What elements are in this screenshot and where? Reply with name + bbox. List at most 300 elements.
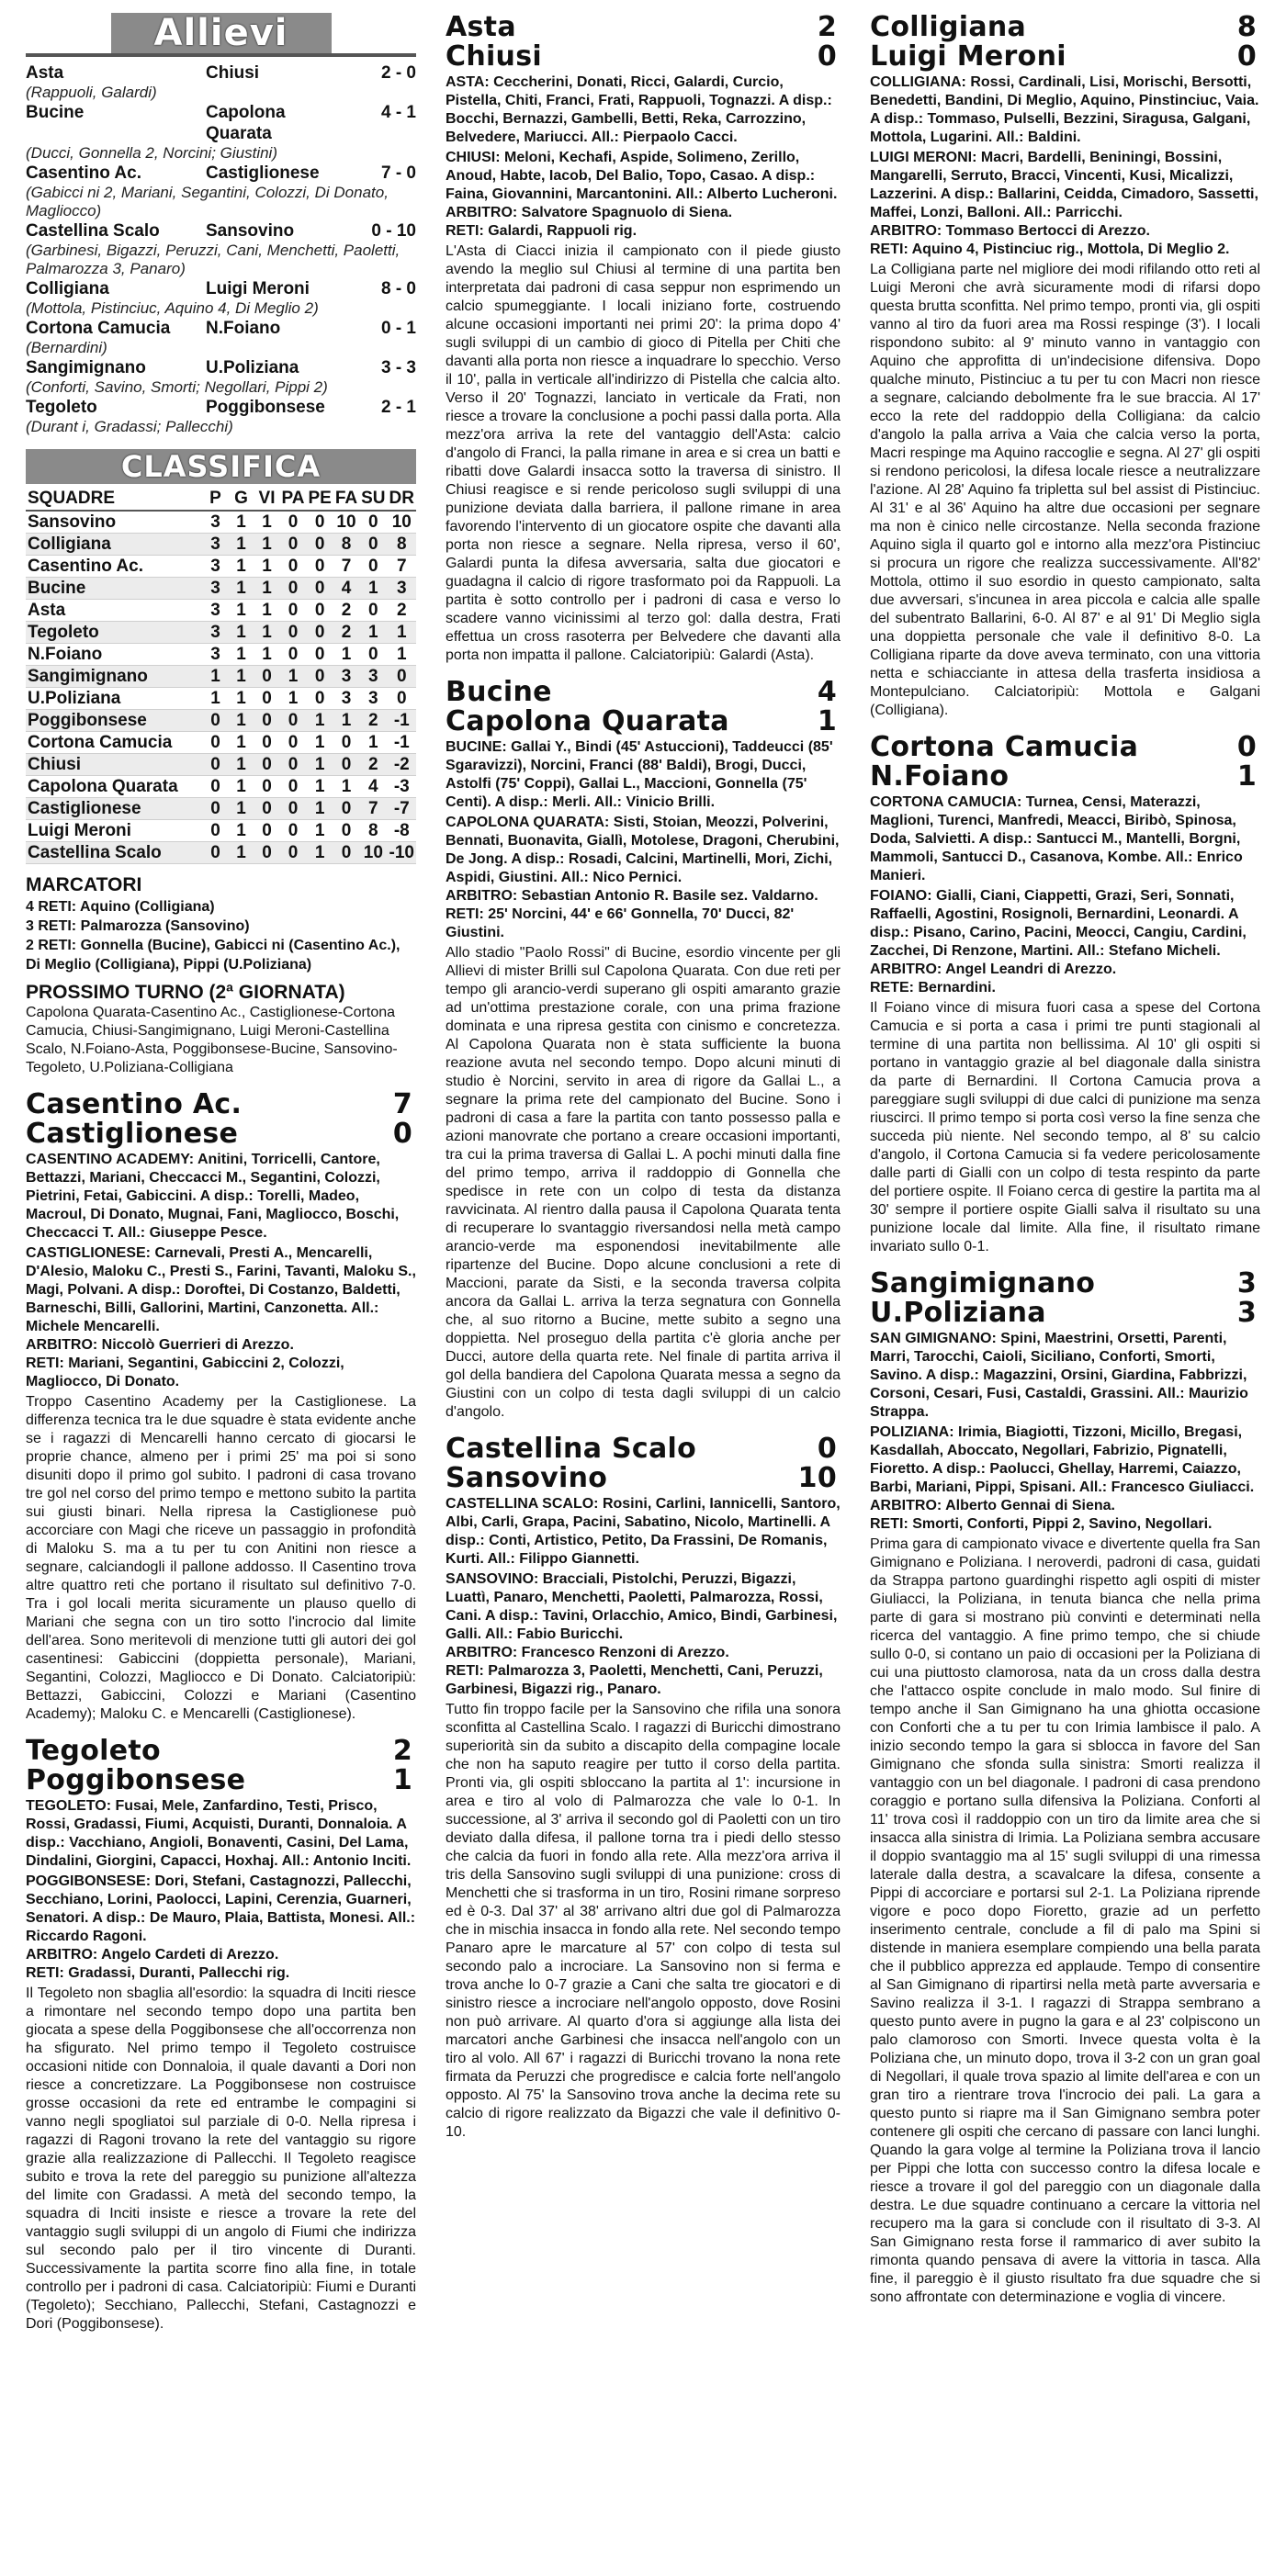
standings-cell: Colligiana	[26, 534, 203, 556]
result-score: 0 - 1	[380, 319, 416, 338]
result-row	[26, 102, 416, 144]
standings-cell: 3	[203, 511, 229, 534]
standings-cell: 0	[359, 534, 387, 556]
result-scorers-note: (Conforti, Savino, Smorti; Negollari, Pippi 2)	[26, 378, 328, 396]
standings-row	[26, 688, 416, 710]
goals: RETI: Palmarozza 3, Paoletti, Menchetti, Cani, Peruzzi, Garbinesi, Bigazzi rig., Panaro.	[446, 1663, 823, 1697]
goals: RETI: Aquino 4, Pistinciuc rig., Mottola, Di Meglio 2.	[870, 242, 1230, 257]
result-scorers-note: (Gabicci ni 2, Mariani, Segantini, Colozzi, Di Donato, Magliocco)	[26, 184, 389, 219]
standings-cell: 7	[388, 556, 416, 578]
result-score: 8 - 0	[380, 279, 416, 298]
standings-cell: 3	[203, 556, 229, 578]
standings-cell: 8	[388, 534, 416, 556]
standings-cell: 0	[254, 842, 280, 864]
match-away-line	[446, 707, 841, 737]
match-report	[870, 733, 1260, 1256]
standings-cell: 4	[359, 776, 387, 798]
match-home-line	[446, 678, 841, 707]
standings-header-cell: DR	[388, 488, 416, 511]
standings-cell: 0	[254, 666, 280, 688]
report-text: Tutto fin troppo facile per la Sansovino che rifila una sonora sconfitta al Castellina Scalo. I ragazzi di Buricchi dimostrano superiorità sin da subito a discapito della compagine locale che non ha saputo reagire per tutto il corso della partita. Pronti via, gli ospiti sbloccano la partita al 1': incursione in area e tiro al volo di Palmarozza che vale lo 0-1. In successione, al 3' arriva il secondo gol di Paoletti con un tiro deviato dalla difesa, il pallone torna tra i piedi dello stesso che calcia da fuori in fondo alla rete. Alla mezz'ora arriva il tris della Sansovino sugli sviluppi di una punizione: cross di Menchetti che si trasforma in un tiro, Rosini rimane sorpreso ed è 0-3. Dal 37' al 38' arrivano altri due gol di Palmarozza che in mischia insacca in fondo alla rete. Nel secondo tempo Panaro apre le marcature al 57' con colpo di testa sul secondo palo a incrociare. La Sansovino non si ferma e trova anche lo 0-7 grazie a Cani che salta tre giocatori e di sinistro riesce a incrociare nell'angolo opposto, dove Rosini non può arrivare. Al quarto d'ora si aggiunge alla lista dei marcatori anche Garbinesi che insacca nell'angolo con un tiro al volo. All 67' i ragazzi di Buricchi trovano la nona rete firmata da Peruzzi che progredisce e calcia forte nell'angolo opposto. Al 75' la Sansovino trova anche la decima rete su calcio di rigore realizzato da Bigazzi che vale il definitivo 0-10.	[446, 1702, 841, 2140]
match-home-line	[26, 1737, 416, 1766]
standings-header-cell: SQUADRE	[26, 488, 203, 511]
standings-cell: 0	[203, 732, 229, 754]
referee: ARBITRO: Sebastian Antonio R. Basile sez. Valdarno.	[446, 888, 818, 904]
lineup-home: CORTONA CAMUCIA: Turnea, Censi, Materazzi, Maglioni, Turenci, Manfredi, Meacci, Biribò, Spinosa, Doda, Salvietti. A disp.: Santucci M., Mantelli, Borgni, Mammoli, Santucci D., Casanova, Kombe. All.: Enrico Manieri.	[870, 794, 1243, 883]
standings-cell: 0	[388, 688, 416, 710]
standings-cell: 1	[229, 798, 254, 820]
lineup-away: SANSOVINO: Bracciali, Pistolchi, Peruzzi, Bigazzi, Luattì, Panaro, Menchetti, Paoletti, Palmarozza, Rossi, Cani. A disp.: Tavini, Orlacchio, Amico, Bindi, Garbinesi, Galli. All.: Fabio Buricchi.	[446, 1571, 838, 1642]
standings-row	[26, 754, 416, 776]
lineup-home: CASENTINO ACADEMY: Anitini, Torricelli, Cantore, Bettazzi, Mariani, Checcacci M., Segantini, Colozzi, Pietrini, Fetai, Gabiccini. A disp.: Torelli, Madeo, Macroul, Di Donato, Mugnai, Fani, Magliocco, Boschi, Checcacci T. All.: Giuseppe Pesce.	[26, 1152, 400, 1241]
standings-row	[26, 534, 416, 556]
standings-cell: 1	[280, 666, 307, 688]
standings-cell: 8	[333, 534, 359, 556]
standings-cell: 3	[203, 600, 229, 622]
match-away-team: Castiglionese	[26, 1118, 239, 1150]
result-home-team: Bucine	[26, 103, 85, 122]
lineup-away: CHIUSI: Meloni, Kechafi, Aspide, Solimeno, Zerillo, Anoud, Habte, Iacob, Del Balio, Topo, Casao. A disp.: Faina, Giovannini, Marcantonini. All.: Alberto Lucheroni.	[446, 150, 838, 202]
result-row	[26, 278, 416, 299]
column-1	[26, 9, 416, 2567]
report-text: Prima gara di campionato vivace e divertente quella fra San Gimignano e Poliziana. I neroverdi, padroni di casa, guidati da Strappa partono guardinghi rispetto agli ospiti di mister Giuliacci, la Poliziana, in tenuta bianca che nella prima parte di gara si mostrano più convinti e determinati nella ricerca del vantaggio. A fine primo tempo, che si chiude sullo 0-0, si contano un paio di occasioni per la Poliziana di cui una piuttosto clamorosa, nata da un cross dalla destra che l'attacco ospite conclude in malo modo. Sul finire di tempo anche il San Gimignano ha una ghiotta occasione con Conforti che a tu per tu con Irimia lambisce il palo. A inizio secondo tempo la gara si sblocca in favore del San Gimignano che sfonda sulla sinistra: Smorti realizza il vantaggio con un bel diagonale. I padroni di casa prendono coraggio e portano sulla difensiva la Poliziana. Conforti al 11' trova così il raddoppio con un tiro da limite area che si insacca alla sinistra di Irimia. La Poliziana sembra accusare il doppio svantaggio ma al 15' sugli sviluppi di una rimessa laterale dalla destra, a scavalcare la difesa, consente a Pippi di accorciare e portarsi sul 2-1. La Poliziana riprende vigore e poco dopo Fioretto, grazie ad un perfetto inserimento centrale, conclude a fil di palo ma Spini si distende in maniera esemplare compiendo una bella parata che il pubblico apprezza ed applaude. Tempo di consentire al San Gimignano di ripartirsi nella metà parte avversaria e Savino realizza il 3-1. I ragazzi di Strappa sembrano a questo punto avere in pugno la gara e al 23' colpiscono un palo clamoroso con Smorti. Invece questa volta è la Poliziana che, un minuto dopo, trova il 3-2 con un gran goal di Negollari, il quale trova spazio al limite dell'area e con un gran tiro a rientrare trova l'incrocio dei pali. La gara a questo punto si riapre ma il San Gimignano sembra poter contenere gli ospiti che cercano di passare con lanci lunghi. Quando la gara volge al termine la Poliziana trova il lancio per Pippi che lotta con successo contro la difesa locale e riesce a trovare il gol del pareggio con un diagonale dalla destra. Le due squadre continuano a cercare la vittoria nel recupero ma la gara si conclude con il risultato di 3-3. Al San Gimignano resta forse il rammarico di aver subito la rimonta quando pensava di avere la vittoria in tasca. Alla fine, il pareggio è il giusto risultato fra due squadre che si sono affrontate con determinazione e voglia di vincere.	[870, 1536, 1260, 2305]
lineup-home: ASTA: Ceccherini, Donati, Ricci, Galardi, Curcio, Pistella, Chiti, Franci, Frati, Rappuoli, Tognazzi. A disp.: Bocchi, Bernazzi, Gambelli, Betti, Reka, Carrozzino, Belvedere, Mariucci. All.: Pierpaolo Cacci.	[446, 74, 832, 145]
standings-cell: Sangimignano	[26, 666, 203, 688]
standings-cell: 3	[388, 578, 416, 600]
goals: RETI: Gradassi, Duranti, Pallecchi rig.	[26, 1965, 290, 1981]
standings-cell: 1	[229, 578, 254, 600]
standings-cell: 1	[229, 732, 254, 754]
standings-cell: 1	[254, 534, 280, 556]
standings-cell: Castellina Scalo	[26, 842, 203, 864]
match-away-score: 1	[1236, 760, 1257, 793]
result-home-team: Castellina Scalo	[26, 221, 160, 241]
standings-row	[26, 732, 416, 754]
standings-cell: 1	[229, 534, 254, 556]
standings-cell: 1	[359, 732, 387, 754]
standings-cell: 0	[280, 511, 307, 534]
result-away-team: Poggibonsese	[206, 398, 325, 417]
standings-cell: 1	[333, 710, 359, 732]
standings-cell: 0	[280, 578, 307, 600]
standings-header-cell: FA	[333, 488, 359, 511]
standings-cell: 1	[306, 798, 333, 820]
result-away-team: Capolona Quarata	[206, 103, 286, 143]
lineup-home: TEGOLETO: Fusai, Mele, Zanfardino, Testi, Prisco, Rossi, Gradassi, Fiumi, Acquisti, Duranti, Donnaloia. A disp.: Vacchiano, Angioli, Bonaventi, Casini, Del Lama, Dindalini, Giorgini, Capacci, Hoxhaj. All.: Antonio Inciti.	[26, 1798, 412, 1869]
match-home-score: 4	[817, 676, 837, 708]
match-away-score: 0	[1236, 40, 1257, 73]
standings-cell: 1	[229, 511, 254, 534]
match-away-score: 0	[392, 1118, 412, 1150]
match-home-score: 0	[817, 1433, 837, 1465]
standings-table	[26, 488, 416, 864]
standings-cell: 0	[203, 798, 229, 820]
standings-cell: 4	[333, 578, 359, 600]
standings-header-cell: SU	[359, 488, 387, 511]
lineup-away: CASTIGLIONESE: Carnevali, Presti A., Mencarelli, D'Alesio, Maloku C., Presti S., Farini, Tavanti, Maloku S., Magi, Polvani. A disp.: Doroftei, Di Costanzo, Baldetti, Barneschi, Billi, Gallorini, Martini, Canzonetta. All.: Michele Mencarelli.	[26, 1245, 416, 1334]
result-away-team: N.Foiano	[206, 319, 281, 338]
standings-cell: 0	[280, 776, 307, 798]
match-home-team: Colligiana	[870, 11, 1027, 43]
lineup-away: CAPOLONA QUARATA: Sisti, Stoian, Meozzi, Polverini, Bennati, Buonavita, Giallì, Motolese, Dragoni, Cherubini, De Jong. A disp.: Rosadi, Calcini, Martinelli, Mori, Zichi, Aspidi, Giustini. All.: Nico Pernici.	[446, 815, 840, 885]
match-away-score: 1	[392, 1764, 412, 1796]
standings-cell: 0	[254, 798, 280, 820]
match-report	[870, 1269, 1260, 2307]
result-score: 0 - 10	[371, 221, 416, 241]
match-away-score: 3	[1236, 1297, 1257, 1329]
standings-cell: 1	[333, 776, 359, 798]
match-away-line	[446, 1464, 841, 1493]
standings-row	[26, 600, 416, 622]
standings-cell: 0	[306, 600, 333, 622]
standings-cell: 3	[333, 666, 359, 688]
referee: ARBITRO: Alberto Gennai di Siena.	[870, 1498, 1115, 1513]
report-text: Il Tegoleto non sbaglia all'esordio: la squadra di Inciti riesce a rimontare nel secondo tempo dopo una partita ben giocata a spese della Poggibonsese che all'occorrenza non ha sfigurato. Nel primo tempo il Tegoleto costruisce occasioni nitide con Donnaloia, il quale davanti a Dori non riesce a concretizzare. La Poggibonsese non costruisce grosse occasioni da rete ed entrambe le compagini si vanno negli spogliatoi sul parziale di 0-0. Nella ripresa i ragazzi di Ragoni trovano la rete del vantaggio su rigore grazie alla realizzazione di Pallecchi. Il Tegoleto reagisce subito e trova la rete del pareggio su punizione all'altezza del limite con Gradassi. A metà del secondo tempo, la squadra di Inciti insiste e riesce a trovare la rete del vantaggio sugli sviluppi di un angolo di Fiumi che indirizza sul secondo palo per il tiro vincente di Duranti. Successivamente la partita scorre fino alla fine, in totale controllo per i padroni di casa. Calciatoripiù: Fiumi e Duranti (Tegoleto); Secchiano, Pallecchi, Stefani, Castagnozzi e Dori (Poggibonsese).	[26, 1985, 416, 2332]
match-away-team: Poggibonsese	[26, 1764, 246, 1796]
match-away-line	[870, 762, 1260, 792]
standings-cell: 0	[280, 842, 307, 864]
standings-cell: 0	[359, 600, 387, 622]
match-away-line	[870, 42, 1260, 72]
results-list	[26, 62, 416, 436]
standings-cell: 1	[229, 644, 254, 666]
standings-cell: 0	[306, 688, 333, 710]
marcatori-entry: 4 RETI: Aquino (Colligiana)	[26, 899, 215, 915]
standings-cell: 0	[254, 820, 280, 842]
result-scorers-note: (Ducci, Gonnella 2, Norcini; Giustini)	[26, 144, 277, 162]
standings-cell: 1	[229, 754, 254, 776]
match-away-team: U.Poliziana	[870, 1297, 1046, 1329]
standings-cell: 10	[333, 511, 359, 534]
standings-cell: 0	[280, 754, 307, 776]
standings-cell: -3	[388, 776, 416, 798]
result-away-team: Castiglionese	[206, 163, 320, 183]
report-text: Troppo Casentino Academy per la Castiglionese. La differenza tecnica tra le due squadre è stata evidente anche se i ragazzi di Mencarelli hanno cercato di giocarsi le proprie chance, almeno per i primi 25' ma poi si sono disuniti dopo il primo gol subito. I padroni di casa trovano tre gol nel corso del primo tempo e mettono subito la partita sui giusti binari. Nella ripresa la Castiglionese può accorciare con Magi che riceve un passaggio in profondità di Maloku S. ma a tu per tu con Anitini non riesce a segnare, calciandogli il pallone addosso. Il Casentino trova altre quattro reti che portano il risultato sul definitivo 7-0. Tra i gol locali merita sicuramente un plauso quello di Mariani che segna con un tiro sotto l'incrocio dal limite dell'area. Sono meritevoli di menzione tutti gli autori dei gol casentinesi: Gabiccini (doppietta personale), Mariani, Segantini, Colozzi, Magliocco e Di Donato. Calciatoripiù: Bettazzi, Gabiccini, Colozzi e Mariani (Casentino Academy); Maloku C. e Mencarelli (Castiglionese).	[26, 1394, 416, 1722]
standings-cell: 1	[229, 820, 254, 842]
standings-cell: Tegoleto	[26, 622, 203, 644]
result-row	[26, 163, 416, 184]
match-away-score: 10	[797, 1462, 837, 1494]
match-home-team: Casentino Ac.	[26, 1088, 243, 1120]
match-home-team: Sangimignano	[870, 1267, 1096, 1299]
standings-cell: 1	[229, 556, 254, 578]
standings-cell: 0	[306, 556, 333, 578]
lineup-home: CASTELLINA SCALO: Rosini, Carlini, Iannicelli, Santoro, Albi, Carli, Grapa, Pacini, Sabatino, Nicolo, Martinelli. A disp.: Conti, Artistico, Petito, Da Frassini, De Romanis, Kurti. All.: Filippo Giannetti.	[446, 1496, 841, 1567]
column-3	[870, 9, 1260, 2567]
standings-cell: Cortona Camucia	[26, 732, 203, 754]
standings-cell: 8	[359, 820, 387, 842]
standings-cell: 1	[254, 644, 280, 666]
report-text: Allo stadio "Paolo Rossi" di Bucine, esordio vincente per gli Allievi di mister Brilli sul Capolona Quarata. Con due reti per tempo gli arancio-verdi superano gli ospiti amaranto grazie ad un'ottima prestazione corale, con una prima frazione dominata e una ripresa gestita con cinismo e concretezza. Al Capolona Quarata non è stata sufficiente la buona reazione avuta nel secondo tempo. Dopo alcuni minuti di studio è Norcini, servito in area di rigore da Gallai L., a segnare la prima rete del campionato del Bucine. Sono i padroni di casa a fare la partita con tanto possesso palla e azioni manovrate che portano a creare occasioni importanti, tra cui la prima traversa di Gallai L. A pochi minuti dalla fine del primo tempo, arriva il raddoppio di Gonnella che spedisce in rete con un colpo di testa da distanza ravvicinata. Al rientro dalla pausa il Capolona Quarata tenta di recuperare lo svantaggio riversandosi nella metà campo arancio-verde ma esponendosi inevitabilmente alle ripartenze del Bucine. Dopo alcune conclusioni a rete di Maccioni, parate da Sisti, e la seconda traversa colpita ancora da Gallai L. arriva la terza segnatura con Gonnella che, al suo ritorno a Bucine, mette subito a segno una doppietta. Nel proseguo della partita c'è gloria anche per Ducci, autore della quarta rete. Nel finale di partita arriva il gol della bandiera del Capolona Quarata messa a segno da Giustini con un colpo di testa dagli sviluppi di un calcio d'angolo.	[446, 945, 841, 1420]
standings-cell: 7	[333, 556, 359, 578]
standings-cell: 7	[359, 798, 387, 820]
standings-cell: 0	[333, 842, 359, 864]
standings-cell: 0	[333, 754, 359, 776]
standings-header-cell: VI	[254, 488, 280, 511]
standings-header-row	[26, 488, 416, 511]
goals: RETI: Smorti, Conforti, Pippi 2, Savino, Negollari.	[870, 1516, 1213, 1532]
goals: RETE: Bernardini.	[870, 980, 996, 996]
standings-cell: 0	[359, 644, 387, 666]
standings-cell: 0	[254, 754, 280, 776]
match-home-score: 8	[1236, 11, 1257, 43]
match-report	[870, 13, 1260, 720]
standings-header-cell: G	[229, 488, 254, 511]
standings-cell: 10	[388, 511, 416, 534]
standings-row	[26, 666, 416, 688]
result-score: 2 - 1	[380, 398, 416, 417]
result-away-team: Chiusi	[206, 63, 260, 83]
standings-cell: 2	[388, 600, 416, 622]
section-title-allievi: Allievi	[111, 13, 332, 53]
match-away-line	[26, 1766, 416, 1795]
standings-cell: Castiglionese	[26, 798, 203, 820]
standings-cell: 0	[333, 820, 359, 842]
standings-cell: 1	[306, 842, 333, 864]
match-home-score: 7	[392, 1088, 412, 1120]
match-home-team: Tegoleto	[26, 1735, 161, 1767]
match-report	[26, 1090, 416, 1724]
result-away-team: Sansovino	[206, 221, 295, 241]
standings-cell: U.Poliziana	[26, 688, 203, 710]
standings-cell: 0	[203, 820, 229, 842]
result-row	[26, 220, 416, 242]
marcatori-entry: 2 RETI: Gonnella (Bucine), Gabicci ni (Casentino Ac.), Di Meglio (Colligiana), Pippi (U.Poliziana)	[26, 938, 401, 973]
standings-cell: 3	[203, 644, 229, 666]
standings-cell: 0	[280, 820, 307, 842]
standings-cell: 3	[359, 688, 387, 710]
standings-cell: 1	[229, 666, 254, 688]
standings-cell: 0	[359, 556, 387, 578]
standings-cell: 0	[306, 578, 333, 600]
standings-cell: 0	[280, 644, 307, 666]
standings-cell: 1	[229, 710, 254, 732]
standings-cell: 0	[359, 511, 387, 534]
standings-cell: 1	[359, 578, 387, 600]
standings-cell: 0	[203, 754, 229, 776]
standings-cell: 10	[359, 842, 387, 864]
match-away-line	[446, 42, 841, 72]
match-home-score: 2	[817, 11, 837, 43]
standings-cell: 2	[333, 622, 359, 644]
standings-cell: 1	[306, 776, 333, 798]
lineup-away: LUIGI MERONI: Macri, Bardelli, Beniningi, Bossini, Mangarelli, Serruto, Bracci, Vincenti, Kusi, Micalizzi, Lazzerini. A disp.: Ballarini, Ceidda, Cimadoro, Sassetti, Maffei, Lonzi, Balloni. All.: Parricchi.	[870, 150, 1258, 220]
standings-cell: 1	[388, 622, 416, 644]
standings-cell: 0	[254, 732, 280, 754]
next-round-title: PROSSIMO TURNO (2ª GIORNATA)	[26, 982, 345, 1003]
standings-cell: Casentino Ac.	[26, 556, 203, 578]
standings-cell: 1	[229, 600, 254, 622]
standings-cell: 2	[359, 754, 387, 776]
result-score: 7 - 0	[380, 163, 416, 183]
match-home-line	[446, 13, 841, 42]
standings-header-cell: P	[203, 488, 229, 511]
standings-cell: 0	[306, 511, 333, 534]
result-home-team: Asta	[26, 63, 64, 83]
standings-cell: 1	[254, 511, 280, 534]
result-score: 3 - 3	[380, 358, 416, 377]
standings-cell: -1	[388, 710, 416, 732]
standings-cell: 0	[254, 688, 280, 710]
standings-cell: 0	[254, 710, 280, 732]
referee: ARBITRO: Francesco Renzoni di Arezzo.	[446, 1645, 729, 1660]
standings-cell: 1	[254, 578, 280, 600]
standings-cell: 1	[229, 688, 254, 710]
match-home-score: 0	[1236, 731, 1257, 763]
match-report	[446, 1434, 841, 2142]
standings-cell: 1	[306, 732, 333, 754]
match-away-score: 0	[817, 40, 837, 73]
result-scorers-note: (Mottola, Pistinciuc, Aquino 4, Di Meglio 2)	[26, 299, 319, 317]
result-score: 4 - 1	[380, 103, 416, 122]
match-away-team: Sansovino	[446, 1462, 608, 1494]
standings-cell: 1	[229, 842, 254, 864]
standings-cell: 0	[333, 732, 359, 754]
marcatori-entry: 3 RETI: Palmarozza (Sansovino)	[26, 918, 250, 934]
match-away-score: 1	[817, 705, 837, 737]
standings-cell: Asta	[26, 600, 203, 622]
match-away-team: N.Foiano	[870, 760, 1010, 793]
standings-cell: 0	[333, 798, 359, 820]
result-row	[26, 397, 416, 418]
standings-cell: 0	[388, 666, 416, 688]
match-report	[446, 13, 841, 665]
standings-cell: 1	[306, 754, 333, 776]
standings-row	[26, 578, 416, 600]
standings-cell: 1	[254, 622, 280, 644]
standings-cell: 1	[254, 600, 280, 622]
lineup-away: FOIANO: Gialli, Ciani, Ciappetti, Grazi, Seri, Sonnati, Raffaelli, Agostini, Rosignoli, Bernardini, Leonardi. A disp.: Pisano, Carino, Pacini, Meocci, Cangiu, Cardini, Zacchei, Di Renzone, Martini. All.: Stefano Micheli.	[870, 888, 1247, 959]
standings-cell: 1	[229, 622, 254, 644]
standings-cell: 1	[280, 688, 307, 710]
match-home-score: 3	[1236, 1267, 1257, 1299]
match-home-team: Bucine	[446, 676, 552, 708]
report-text: La Colligiana parte nel migliore dei modi rifilando otto reti al Luigi Meroni che avrà sicuramente modi di rifarsi dopo questa brutta sconfitta. Nel primo tempo, pronti via, gli ospiti vanno al tiro da fuori area ma Rossi respinge (3'). I locali rispondono subito: al 9' minuto vanno in vantaggio con Aquino che approfitta di un'indecisione difensiva. Dopo qualche minuto, Pistinciuc a tu per tu con Macri non riesce a segnare, calciando debolmente fra le sue braccia. Al 17' ecco la rete del raddoppio della Colligiana: da calcio d'angolo la palla arriva a Vaia che calcia verso la porta, Macri respinge ma Aquino raccoglie e segna. Al 27' gli ospiti si rendono pericolosi, la difesa locale riesce a neutralizzare l'azione. Al 28' Aquino fa tripletta sul bel assist di Pistinciuc. Al 31' e al 36' Aquino ha altre due occasioni per segnare ma non è cinico nelle circostanze. Nella seconda frazione Aquino sigla il quarto gol e intorno alla mezz'ora Pistinciuc si procura un rigore che realizza successivamente. All'82' Mottola, ottimo il suo esordio in questo campionato, salta due avversari, s'incunea in area piccola e calcia alle spalle del subentrato Ballarini, 6-0. Al 87' e al 91' Di Meglio sigla una doppietta personale che vale il definitivo 8-0. La Colligiana riparte da dove aveva terminato, con una vittoria netta e schiacciante in attesa della trasferta insidiosa a Montepulciano. Calciatoripiù: Mottola e Galgani (Colligiana).	[870, 262, 1260, 718]
standings-cell: Chiusi	[26, 754, 203, 776]
referee: ARBITRO: Angelo Cardeti di Arezzo.	[26, 1947, 279, 1963]
standings-cell: 3	[203, 578, 229, 600]
match-home-score: 2	[392, 1735, 412, 1767]
result-row	[26, 357, 416, 378]
standings-cell: -2	[388, 754, 416, 776]
standings-cell: 0	[280, 534, 307, 556]
standings-cell: 0	[306, 666, 333, 688]
standings-cell: -1	[388, 732, 416, 754]
standings-cell: 3	[203, 534, 229, 556]
match-home-team: Asta	[446, 11, 516, 43]
standings-cell: 1	[306, 710, 333, 732]
result-scorers-note: (Rappuoli, Galardi)	[26, 84, 157, 101]
lineup-home: SAN GIMIGNANO: Spini, Maestrini, Orsetti, Parenti, Marri, Tarocchi, Caioli, Siciliano, Conforti, Smorti, Savino. A disp.: Magazzini, Orsini, Giardina, Fabbrizzi, Corsoni, Cesari, Fusi, Castaldi, Grassini. All.: Maurizio Strappa.	[870, 1331, 1248, 1420]
standings-cell: 2	[333, 600, 359, 622]
match-away-line	[26, 1119, 416, 1149]
lineup-home: BUCINE: Gallai Y., Bindi (45' Astuccioni), Taddeucci (85' Sgaravizzi), Norcini, Franci (88' Baldi), Brogi, Ducci, Astolfi (75' Coppi), Gallai L., Maccioni, Gonnella (75' Centi). A disp.: Merli. All.: Vinicio Brilli.	[446, 739, 833, 810]
referee: ARBITRO: Tommaso Bertocci di Arezzo.	[870, 223, 1150, 239]
standings-cell: Poggibonsese	[26, 710, 203, 732]
result-home-team: Tegoleto	[26, 398, 97, 417]
match-home-team: Cortona Camucia	[870, 731, 1139, 763]
standings-cell: 1	[254, 556, 280, 578]
result-scorers-note: (Garbinesi, Bigazzi, Peruzzi, Cani, Menchetti, Paoletti, Palmarozza 3, Panaro)	[26, 242, 401, 277]
referee: ARBITRO: Angel Leandri di Arezzo.	[870, 962, 1117, 977]
standings-header-cell: PA	[280, 488, 307, 511]
standings-row	[26, 820, 416, 842]
standings-cell: 0	[254, 776, 280, 798]
lineup-away: POGGIBONSESE: Dori, Stefani, Castagnozzi, Pallecchi, Secchiano, Lorini, Paolocci, Lapini, Cerenzia, Guarneri, Senatori. A disp.: De Mauro, Plaia, Battista, Monesi. All.: Riccardo Ragoni.	[26, 1873, 416, 1944]
standings-cell: N.Foiano	[26, 644, 203, 666]
standings-cell: 3	[359, 666, 387, 688]
standings-row	[26, 556, 416, 578]
goals: RETI: Galardi, Rappuoli rig.	[446, 223, 638, 239]
match-away-team: Chiusi	[446, 40, 542, 73]
standings-cell: 0	[306, 622, 333, 644]
match-report	[26, 1737, 416, 2334]
standings-cell: 0	[280, 600, 307, 622]
report-text: Il Foiano vince di misura fuori casa a spese del Cortona Camucia e si porta a casa i primi tre punti stagionali al termine di una partita non bellissima. Al 10' gli ospiti si portano in vantaggio grazie al bel diagonale dalla sinistra da parte di Bernardini. Il Cortona Camucia prova a pareggiare sugli sviluppi di due calci di punizione ma senza riuscirci. Il primo tempo si porta così verso la fine senza che succeda più niente. Nel secondo tempo, al 8' su calcio d'angolo, il Cortona Camucia si fa vedere pericolosamente dalle parti di Gialli con un colpo di testa respinto da parte del portiere ospite. Il Foiano cerca di gestire la partita ma al 30' sempre il portiere ospite Gialli salva il risultato su una punizione locale dal limite. Alla fine, il risultato rimane invariato sullo 0-1.	[870, 1000, 1260, 1254]
standings-cell: 3	[203, 622, 229, 644]
lineup-home: COLLIGIANA: Rossi, Cardinali, Lisi, Morischi, Bersotti, Benedetti, Bandini, Di Meglio, Aquino, Pinstinciuc, Vaia. A disp.: Tommaso, Pulselli, Bezzini, Siragusa, Galgani, Mottola, Lugarini. All.: Baldini.	[870, 74, 1259, 145]
lineup-away: POLIZIANA: Irimia, Biagiotti, Tizzoni, Micillo, Bregasi, Kasdallah, Aboccato, Negollari, Fabrizio, Pignatelli, Fioretto. A disp.: Paolucci, Ghellay, Harremi, Caiazzo, Barbi, Mariani, Pippi, Spisani. All.: Francesco Giuliacci.	[870, 1424, 1255, 1495]
next-round-fixtures: Capolona Quarata-Casentino Ac., Castiglionese-Cortona Camucia, Chiusi-Sangimignano, Luigi Meroni-Castellina Scalo, N.Foiano-Asta, Poggibonsese-Bucine, Sansovino-Tegoleto, U.Poliziana-Colligiana	[26, 1005, 398, 1075]
match-away-team: Luigi Meroni	[870, 40, 1066, 73]
result-home-team: Casentino Ac.	[26, 163, 141, 183]
standings-cell: 0	[280, 710, 307, 732]
standings-cell: 0	[203, 776, 229, 798]
standings-cell: 1	[359, 622, 387, 644]
goals: RETI: Mariani, Segantini, Gabiccini 2, Colozzi, Magliocco, Di Donato.	[26, 1355, 344, 1389]
standings-cell: Capolona Quarata	[26, 776, 203, 798]
result-row	[26, 318, 416, 339]
marcatori-list	[26, 897, 416, 974]
match-home-line	[870, 13, 1260, 42]
standings-row	[26, 710, 416, 732]
match-home-line	[26, 1090, 416, 1119]
result-home-team: Colligiana	[26, 279, 109, 298]
standings-cell: 0	[280, 622, 307, 644]
standings-row	[26, 798, 416, 820]
standings-row	[26, 644, 416, 666]
standings-cell: 0	[306, 644, 333, 666]
standings-cell: -10	[389, 843, 414, 862]
match-home-team: Castellina Scalo	[446, 1433, 697, 1465]
standings-cell: 0	[306, 534, 333, 556]
standings-row	[26, 776, 416, 798]
standings-cell: -7	[388, 798, 416, 820]
match-away-team: Capolona Quarata	[446, 705, 729, 737]
standings-cell: 1	[203, 666, 229, 688]
standings-row	[26, 511, 416, 534]
result-scorers-note: (Bernardini)	[26, 339, 107, 356]
standings-cell: 1	[333, 644, 359, 666]
standings-cell: 0	[280, 556, 307, 578]
section-title-classifica: CLASSIFICA	[26, 449, 416, 484]
standings-cell: 0	[203, 842, 229, 864]
result-row	[26, 62, 416, 84]
goals: RETI: 25' Norcini, 44' e 66' Gonnella, 70' Ducci, 82' Giustini.	[446, 906, 795, 940]
standings-cell: 0	[280, 732, 307, 754]
standings-cell: 0	[280, 798, 307, 820]
standings-row	[26, 622, 416, 644]
match-home-line	[870, 733, 1260, 762]
standings-cell: 2	[359, 710, 387, 732]
result-home-team: Cortona Camucia	[26, 319, 171, 338]
standings-cell: Sansovino	[26, 511, 203, 534]
column-2	[446, 9, 841, 2567]
standings-cell: Luigi Meroni	[26, 820, 203, 842]
standings-cell: Bucine	[26, 578, 203, 600]
result-away-team: U.Poliziana	[206, 358, 299, 377]
result-scorers-note: (Durant i, Gradassi; Pallecchi)	[26, 418, 233, 435]
